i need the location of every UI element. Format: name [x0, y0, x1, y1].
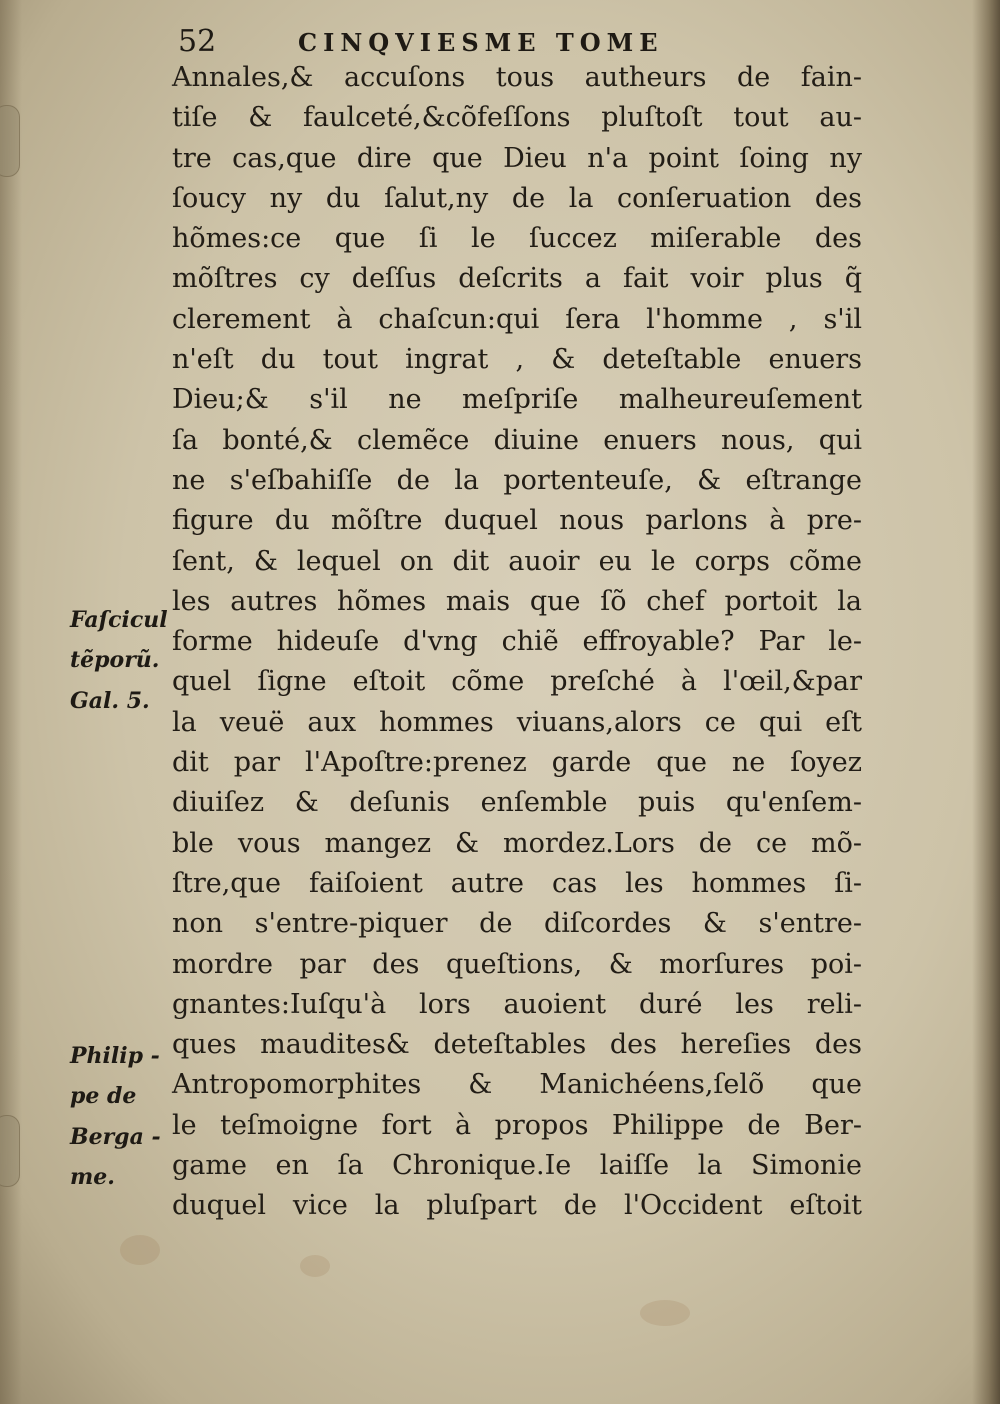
text-line: la veuë aux hommes viuans,alors ce qui eſt: [172, 706, 862, 738]
text-line: figure du mõſtre duquel nous parlons à pre-: [172, 505, 862, 537]
margin-note-line: tẽporũ.: [70, 647, 160, 674]
text-line: ſoucy ny du ſalut,ny de la conſeruation des: [172, 182, 862, 214]
text-line: gnantes:Iuſqu'à lors auoient duré les reli-: [172, 988, 862, 1020]
text-line: clerement à chaſcun:qui ſera l'homme , s'il: [172, 303, 862, 335]
margin-note-line: Gal. 5.: [70, 687, 150, 714]
page-edge-shadow: [972, 0, 1000, 1404]
body-text: [172, 58, 862, 1227]
paper-stain: [120, 1235, 160, 1265]
text-line: les autres hõmes mais que ſõ chef portoit la: [172, 585, 862, 617]
page-gutter-shadow: [0, 0, 22, 1404]
text-line: quel ſigne eſtoit cõme preſché à l'œil,&par: [172, 666, 862, 698]
text-line: ſent, & lequel on dit auoir eu le corps cõme: [172, 545, 862, 577]
text-line: ſtre,que faiſoient autre cas les hommes ſi-: [172, 867, 862, 899]
paper-stain: [640, 1300, 690, 1326]
margin-note-line: me.: [70, 1163, 115, 1190]
text-line: ne s'eſbahiſſe de la portenteuſe, & eſtrange: [172, 464, 862, 496]
text-line: ſa bonté,& clemẽce diuine enuers nous, qui: [172, 424, 862, 456]
margin-note-line: Faſcicul: [70, 607, 168, 633]
text-line: mõſtres cy deſſus deſcrits a fait voir plus q̃: [172, 263, 862, 295]
text-line: ques maudites& deteſtables des hereſies des: [172, 1029, 862, 1061]
text-line: hõmes:ce que ſi le ſuccez miſerable des: [172, 223, 862, 255]
text-line: Annales,& accuſons tous autheurs de fain-: [172, 62, 862, 93]
margin-note-line: pe de: [70, 1083, 137, 1110]
text-line: Antropomorphites & Manichéens,ſelõ que: [172, 1069, 862, 1101]
text-line: duquel vice la pluſpart de l'Occident eſtoit: [172, 1190, 862, 1222]
text-line: non s'entre-piquer de diſcordes & s'entre-: [172, 908, 862, 940]
paper-stain: [300, 1255, 330, 1277]
binding-hole: [0, 1115, 20, 1187]
binding-hole: [0, 105, 20, 177]
text-line: dit par l'Apoſtre:prenez garde que ne ſoyez: [172, 747, 862, 779]
text-line: mordre par des queſtions, & morſures poi-: [172, 948, 862, 980]
margin-note-line: Berga -: [70, 1123, 161, 1150]
text-line: Dieu;& s'il ne meſpriſe malheureuſement: [172, 384, 862, 416]
text-line: n'eſt du tout ingrat , & deteſtable enuers: [172, 344, 862, 376]
margin-note-philippe: [70, 1036, 161, 1197]
margin-note-fasciculus: [70, 600, 168, 721]
text-line: tiſe & faulceté,&cõfeſſons pluſtoſt tout au-: [172, 102, 862, 134]
text-line: tre cas,que dire que Dieu n'a point ſoing ny: [172, 142, 862, 174]
page-number: 52: [178, 24, 217, 59]
text-line: ble vous mangez & mordez.Lors de ce mõ-: [172, 827, 862, 859]
text-line: forme hideuſe d'vng chiẽ effroyable? Par le-: [172, 626, 862, 658]
margin-note-line: Philip -: [70, 1043, 160, 1069]
text-line: diuiſez & deſunis enſemble puis qu'enſem-: [172, 787, 862, 819]
text-line: game en ſa Chronique.Ie laiſſe la Simonie: [172, 1150, 862, 1182]
running-title: CINQVIESME TOME: [298, 28, 664, 57]
text-line: le teſmoigne fort à propos Philippe de Ber-: [172, 1109, 862, 1141]
